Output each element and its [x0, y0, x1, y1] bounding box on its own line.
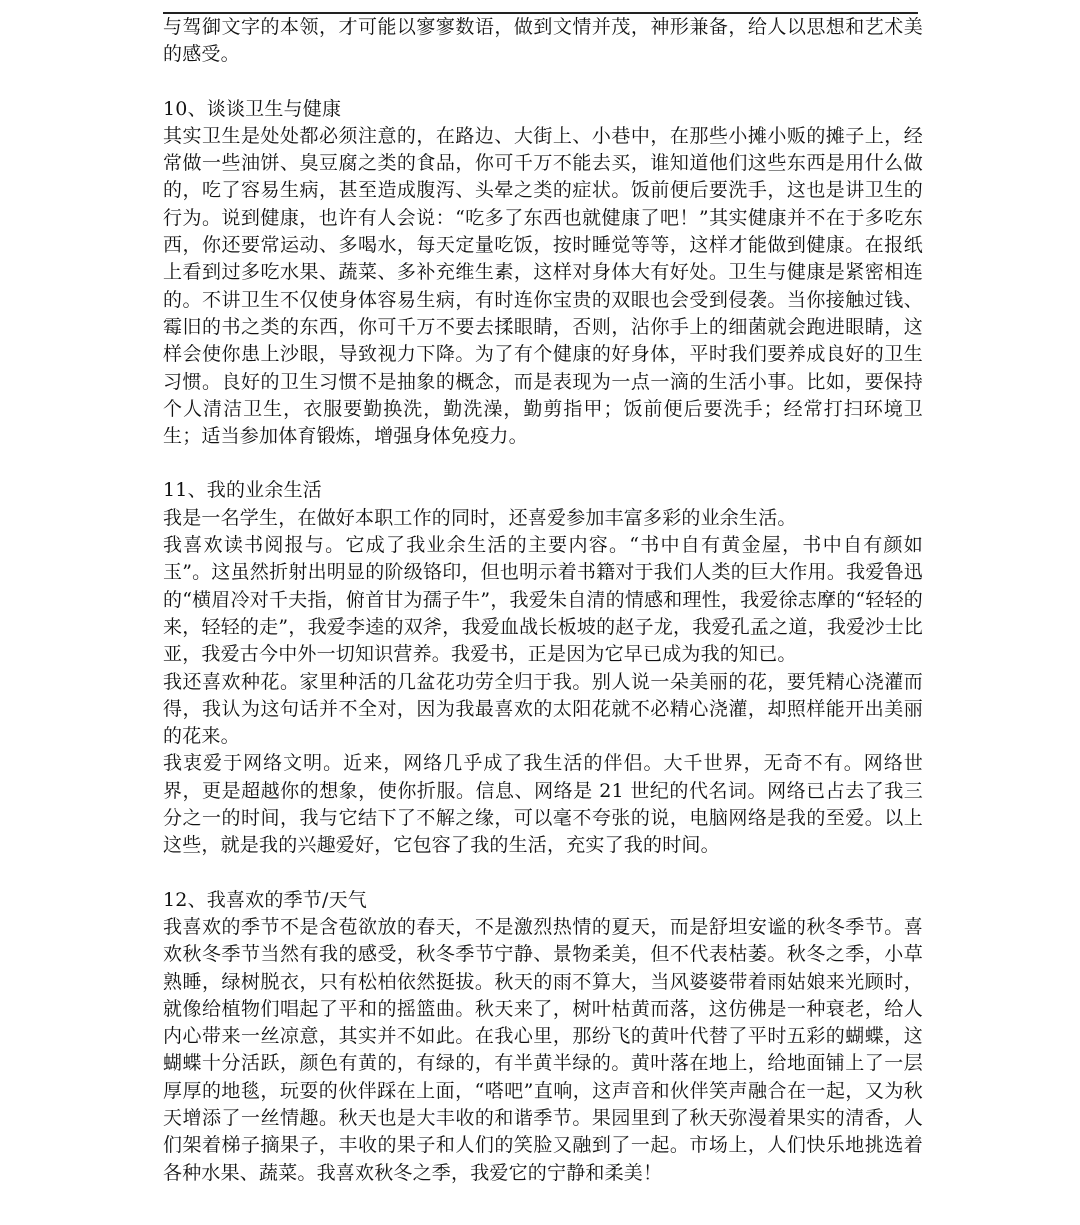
section-favorite-season: [163, 887, 923, 1187]
section-title: 11、我的业余生活: [163, 479, 322, 502]
section-paragraph: 我还喜欢种花。家里种活的几盆花功劳全归于我。别人说一朵美丽的花，要凭精心浇灌而得，我认为这句话并不全对，因为我最喜欢的太阳花就不必精心浇灌，却照样能开出美丽的花来。: [163, 670, 923, 748]
section-paragraph: 其实卫生是处处都必须注意的，在路边、大街上、小巷中，在那些小摊小贩的摊子上，经常做一些油饼、臭豆腐之类的食品，你可千万不能去买，谁知道他们这些东西是用什么做的，吃了容易生病，甚至造成腹泻、头晕之类的症状。饭前便后要洗手，这也是讲卫生的行为。说到健康，也许有人会说：“吃多了东西也就健康了吧！”其实健康并不在于多吃东西，你还要常运动、多喝水，每天定量吃饭，按时睡觉等等，这样才能做到健康。在报纸上看到过多吃水果、蔬菜、多补充维生素，这样对身体大有好处。卫生与健康是紧密相连的。不讲卫生不仅使身体容易生病，有时连你宝贵的双眼也会受到侵袭。当你接触过钱、霉旧的书之类的东西，你可千万不要去揉眼睛，否则，沾你手上的细菌就会跑进眼睛，这样会使你患上沙眼，导致视力下降。为了有个健康的好身体，平时我们要养成良好的卫生习惯。良好的卫生习惯不是抽象的概念，而是表现为一点一滴的生活小事。比如，要保持个人清洁卫生，衣服要勤换洗，勤洗澡，勤剪指甲；饭前便后要洗手；经常打扫环境卫生；适当参加体育锻炼，增强身体免疫力。: [163, 124, 923, 448]
section-paragraph: 我喜欢的季节不是含苞欲放的春天，不是激烈热情的夏天，而是舒坦安谧的秋冬季节。喜欢秋冬季节当然有我的感受，秋冬季节宁静、景物柔美，但不代表枯萎。秋冬之季，小草熟睡，绿树脱衣，只有松柏依然挺拔。秋天的雨不算大，当风婆婆带着雨姑娘来光顾时，就像给植物们唱起了平和的摇篮曲。秋天来了，树叶枯黄而落，这仿佛是一种衰老，给人内心带来一丝凉意，其实并不如此。在我心里，那纷飞的黄叶代替了平时五彩的蝴蝶，这蝴蝶十分活跃，颜色有黄的，有绿的，有半黄半绿的。黄叶落在地上，给地面铺上了一层厚厚的地毯，玩耍的伙伴踩在上面，“嗒吧”直响，这声音和伙伴笑声融合在一起，又为秋天增添了一丝情趣。秋天也是大丰收的和谐季节。果园里到了秋天弥漫着果实的清香，人们架着梯子摘果子，丰收的果子和人们的笑脸又融到了一起。市场上，人们快乐地挑选着各种水果、蔬菜。我喜欢秋冬之季，我爱它的宁静和柔美！: [163, 915, 923, 1184]
section-hygiene-health: [163, 96, 923, 451]
section-paragraph: 我衷爱于网络文明。近来，网络几乎成了我生活的伴侣。大千世界，无奇不有。网络世界，更是超越你的想象，使你折服。信息、网络是 21 世纪的代名词。网络已占去了我三分之一的时间，我与它结下了不解之缘，可以毫不夸张的说，电脑网络是我的至爱。以上这些，就是我的兴趣爱好，它包容了我的生活，充实了我的时间。: [163, 752, 923, 857]
document-body: [163, 14, 923, 1187]
section-spare-time-life: [163, 477, 923, 859]
intro-paragraph: 与驾御文字的本领，才可能以寥寥数语，做到文情并茂，神形兼备，给人以思想和艺术美的感受。: [163, 16, 923, 66]
section-title: 10、谈谈卫生与健康: [163, 97, 342, 120]
section-paragraph: 我喜欢读书阅报与。它成了我业余生活的主要内容。“书中自有黄金屋，书中自有颜如玉”。这虽然折射出明显的阶级铬印，但也明示着书籍对于我们人类的巨大作用。我爱鲁迅的“横眉冷对千夫指，俯首甘为孺子牛”，我爱朱自清的情感和理性，我爱徐志摩的“轻轻的来，轻轻的走”，我爱李逵的双斧，我爱血战长板坡的赵子龙，我爱孔孟之道，我爱沙士比亚，我爱古今中外一切知识营养。我爱书，正是因为它早已成为我的知已。: [163, 534, 923, 666]
section-title: 12、我喜欢的季节/天气: [163, 888, 367, 911]
section-paragraph: 我是一名学生，在做好本职工作的同时，还喜爱参加丰富多彩的业余生活。: [163, 506, 797, 529]
